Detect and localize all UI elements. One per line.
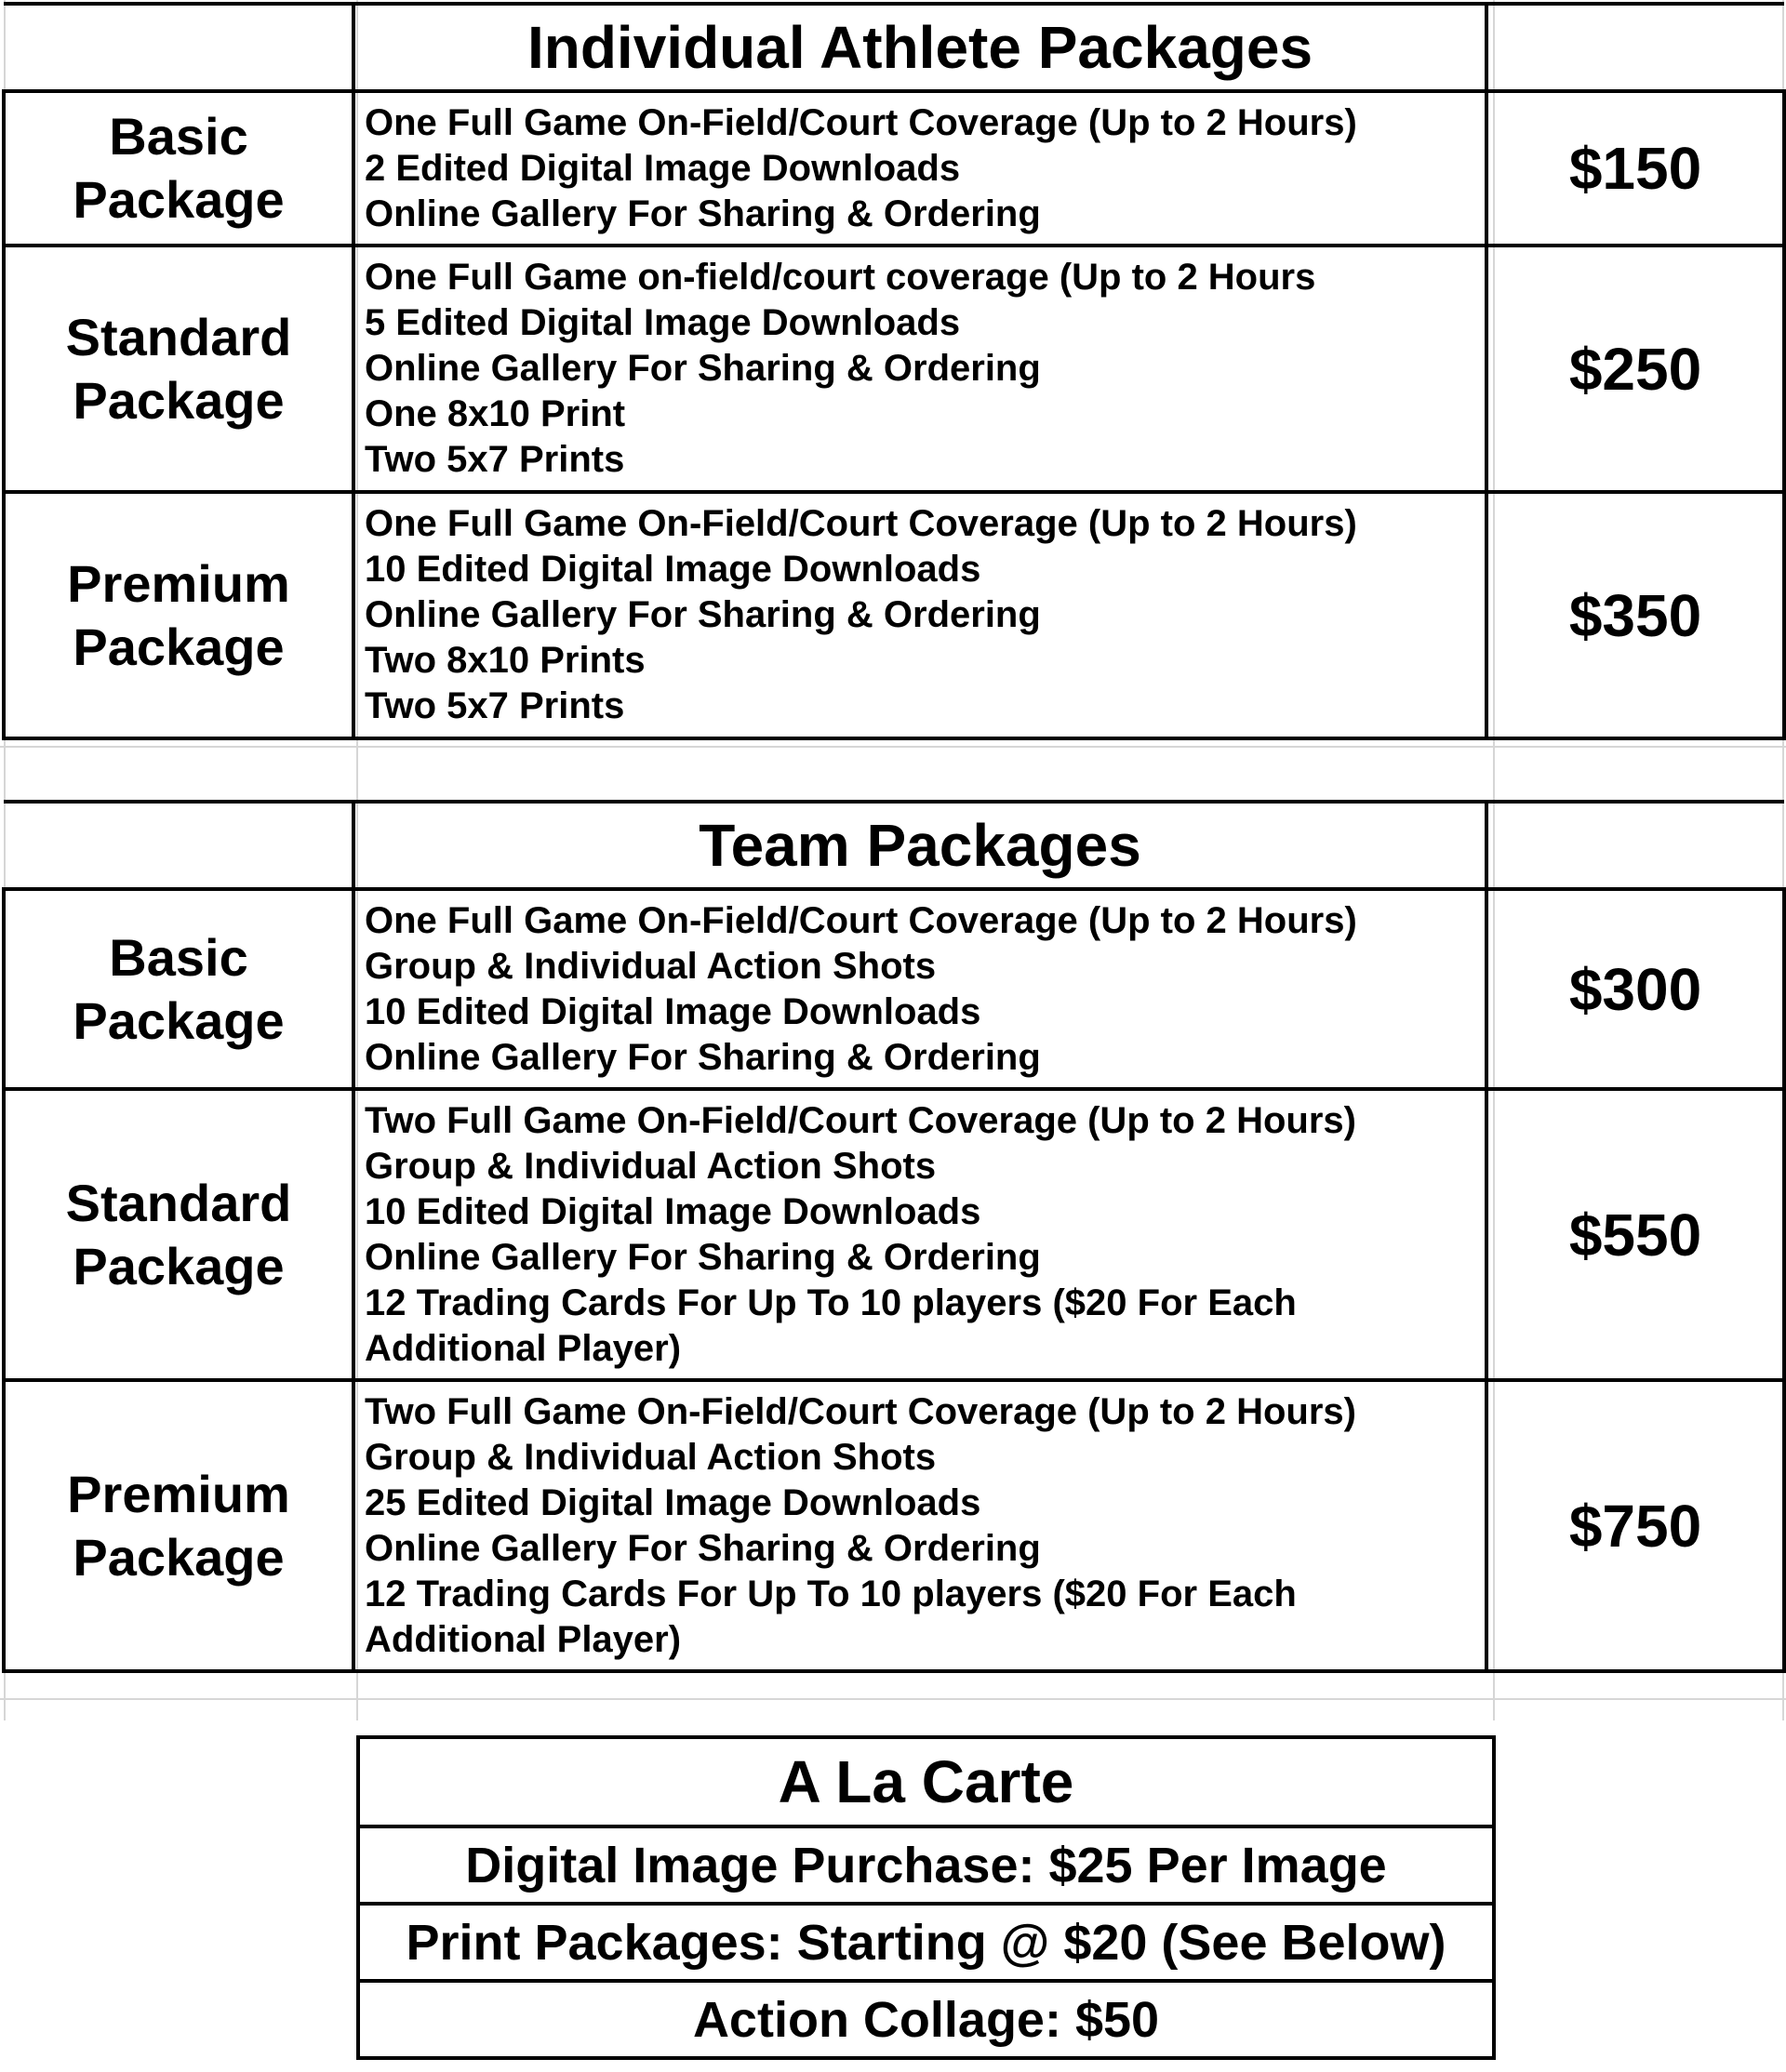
feature-item: One Full Game On-Field/Court Coverage (Up to 2 Hours) bbox=[365, 101, 1357, 143]
a-la-carte-item: Action Collage: $50 bbox=[358, 1981, 1494, 2058]
package-price: $150 bbox=[1486, 91, 1784, 246]
package-features bbox=[353, 889, 1486, 1089]
package-price: $250 bbox=[1486, 246, 1784, 492]
package-name bbox=[4, 1380, 353, 1671]
feature-item: Two 5x7 Prints bbox=[365, 685, 625, 726]
package-price: $300 bbox=[1486, 889, 1784, 1089]
feature-item: Two 5x7 Prints bbox=[365, 439, 625, 480]
feature-item: Two Full Game On-Field/Court Coverage (Up to 2 Hours) bbox=[365, 1099, 1356, 1141]
package-name bbox=[4, 91, 353, 246]
team-packages-table bbox=[2, 800, 1786, 1673]
package-row bbox=[4, 889, 1784, 1089]
package-price: $350 bbox=[1486, 492, 1784, 738]
section-title: Individual Athlete Packages bbox=[353, 4, 1486, 91]
feature-item: 12 Trading Cards For Up To 10 players ($20 For Each Additional Player) bbox=[365, 1282, 1297, 1369]
feature-item: 25 Edited Digital Image Downloads bbox=[365, 1481, 981, 1523]
blank-cell bbox=[1486, 4, 1784, 91]
feature-item: 10 Edited Digital Image Downloads bbox=[365, 990, 981, 1032]
package-row bbox=[4, 1089, 1784, 1380]
feature-item: Group & Individual Action Shots bbox=[365, 1145, 937, 1187]
individual-packages-table bbox=[2, 2, 1786, 740]
a-la-carte-item: Digital Image Purchase: $25 Per Image bbox=[358, 1826, 1494, 1904]
blank-cell bbox=[1486, 802, 1784, 889]
feature-item: 12 Trading Cards For Up To 10 players ($20 For Each Additional Player) bbox=[365, 1573, 1297, 1660]
package-row bbox=[4, 91, 1784, 246]
package-features bbox=[353, 246, 1486, 492]
feature-item: 5 Edited Digital Image Downloads bbox=[365, 302, 961, 343]
feature-item: Online Gallery For Sharing & Ordering bbox=[365, 1236, 1041, 1278]
package-row bbox=[4, 492, 1784, 738]
package-name-line: Package bbox=[73, 370, 285, 430]
feature-item: One 8x10 Print bbox=[365, 393, 626, 434]
feature-item: One Full Game On-Field/Court Coverage (Up to 2 Hours) bbox=[365, 899, 1357, 941]
package-features bbox=[353, 1380, 1486, 1671]
section-title: Team Packages bbox=[353, 802, 1486, 889]
package-name-line: Premium bbox=[67, 1464, 290, 1523]
feature-item: Online Gallery For Sharing & Ordering bbox=[365, 1036, 1041, 1078]
feature-item: One Full Game On-Field/Court Coverage (Up to 2 Hours) bbox=[365, 503, 1357, 544]
grid-line bbox=[0, 1698, 1786, 1700]
package-name-line: Package bbox=[73, 990, 285, 1050]
package-name-line: Standard bbox=[65, 1173, 292, 1232]
a-la-carte-item: Print Packages: Starting @ $20 (See Below) bbox=[358, 1904, 1494, 1981]
feature-item: Group & Individual Action Shots bbox=[365, 945, 937, 987]
package-name-line: Premium bbox=[67, 553, 290, 613]
package-name bbox=[4, 889, 353, 1089]
package-price: $750 bbox=[1486, 1380, 1784, 1671]
feature-item: 10 Edited Digital Image Downloads bbox=[365, 549, 981, 590]
package-name-line: Basic bbox=[109, 927, 248, 987]
package-name-line: Package bbox=[73, 617, 285, 676]
feature-item: Two 8x10 Prints bbox=[365, 640, 646, 681]
feature-item: 2 Edited Digital Image Downloads bbox=[365, 147, 961, 189]
feature-item: Two Full Game On-Field/Court Coverage (Up to 2 Hours) bbox=[365, 1390, 1356, 1432]
feature-item: Group & Individual Action Shots bbox=[365, 1436, 937, 1478]
package-name bbox=[4, 246, 353, 492]
package-features bbox=[353, 91, 1486, 246]
package-name-line: Package bbox=[73, 1236, 285, 1295]
section-title: A La Carte bbox=[358, 1737, 1494, 1826]
package-features bbox=[353, 1089, 1486, 1380]
blank-cell bbox=[4, 4, 353, 91]
package-name-line: Standard bbox=[65, 307, 292, 366]
grid-line bbox=[0, 746, 1786, 748]
package-row bbox=[4, 1380, 1784, 1671]
team-title-row bbox=[4, 802, 1784, 889]
package-name bbox=[4, 1089, 353, 1380]
individual-title-row bbox=[4, 4, 1784, 91]
package-price: $550 bbox=[1486, 1089, 1784, 1380]
package-name-line: Package bbox=[73, 1527, 285, 1587]
feature-item: Online Gallery For Sharing & Ordering bbox=[365, 1527, 1041, 1569]
feature-item: Online Gallery For Sharing & Ordering bbox=[365, 193, 1041, 234]
a-la-carte-table bbox=[356, 1735, 1496, 2060]
package-name-line: Package bbox=[73, 170, 285, 229]
feature-item: Online Gallery For Sharing & Ordering bbox=[365, 594, 1041, 635]
package-features bbox=[353, 492, 1486, 738]
package-row bbox=[4, 246, 1784, 492]
feature-item: One Full Game on-field/court coverage (Up to 2 Hours bbox=[365, 257, 1316, 298]
feature-item: 10 Edited Digital Image Downloads bbox=[365, 1190, 981, 1232]
package-name-line: Basic bbox=[109, 107, 248, 166]
blank-cell bbox=[4, 802, 353, 889]
package-name bbox=[4, 492, 353, 738]
feature-item: Online Gallery For Sharing & Ordering bbox=[365, 348, 1041, 389]
